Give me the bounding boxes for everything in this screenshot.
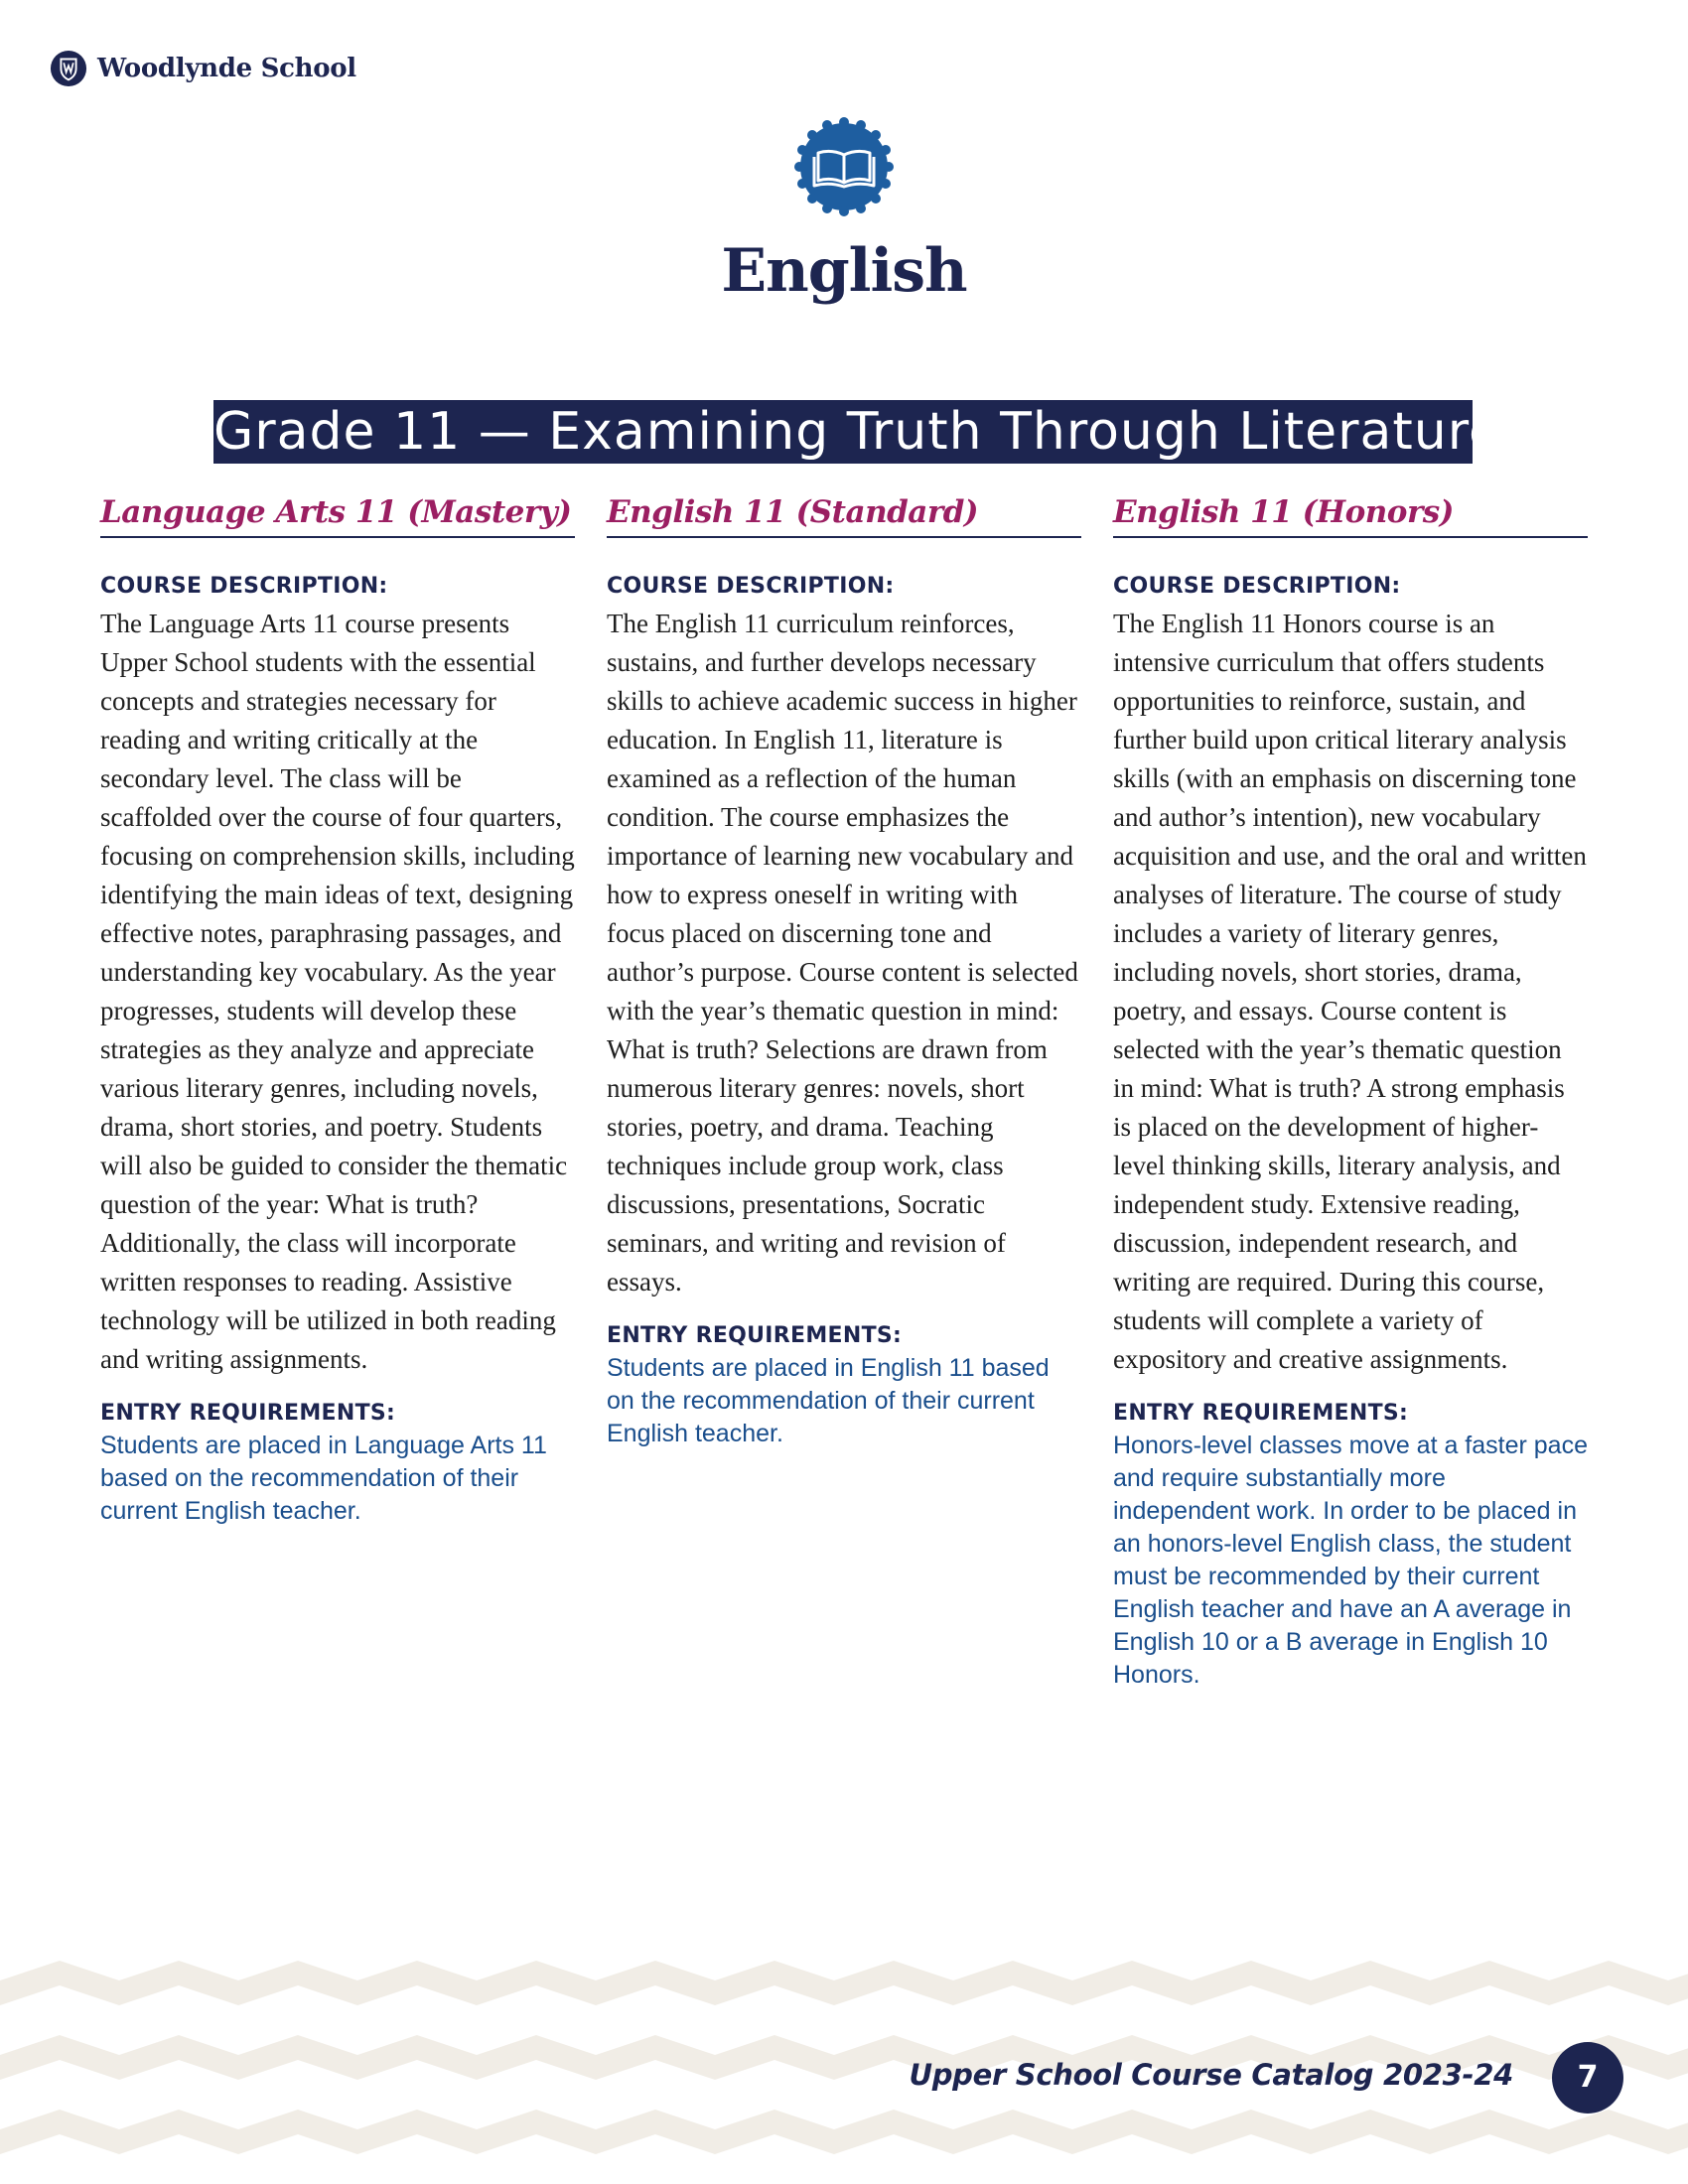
catalog-title: Upper School Course Catalog 2023-24: [909, 2058, 1513, 2092]
course-description-label: COURSE DESCRIPTION:: [100, 574, 388, 599]
course-description-label: COURSE DESCRIPTION:: [1113, 574, 1401, 599]
course-column-honors: [1113, 494, 1588, 1692]
page-number: 7: [1552, 2042, 1623, 2114]
course-column-standard: [607, 494, 1081, 1450]
entry-requirements: Students are placed in English 11 based on the recommendation of their current English teacher.: [607, 1354, 1050, 1447]
entry-requirements-label: ENTRY REQUIREMENTS:: [1113, 1401, 1409, 1426]
entry-requirements-label: ENTRY REQUIREMENTS:: [100, 1401, 396, 1426]
course-description: The English 11 Honors course is an intensive curriculum that offers students opportunities to reinforce, sustain, and further build upon critical literary analysis skills (with an emphasis on discerning tone and author’s intention), new vocabulary acquisition and use, and the oral and written analyses of literature. The course of study includes a variety of literary genres, including novels, short stories, drama, poetry, and essays. Course content is selected with the year’s thematic question in mind: What is truth? A strong emphasis is placed on the development of higher-level thinking skills, literary analysis, and independent study. Extensive reading, discussion, independent research, and writing are required. During this course, students will complete a variety of expository and creative assignments.: [1113, 609, 1587, 1374]
course-title: Language Arts 11 (Mastery): [100, 494, 575, 538]
entry-requirements: Students are placed in Language Arts 11 based on the recommendation of their current English teacher.: [100, 1432, 547, 1525]
page-title: English: [721, 236, 967, 306]
open-book-icon: [794, 117, 894, 216]
course-column-mastery: [100, 494, 575, 1528]
course-description-label: COURSE DESCRIPTION:: [607, 574, 895, 599]
school-logo: [50, 50, 356, 87]
course-description: The Language Arts 11 course presents Upper School students with the essential concepts and strategies necessary for reading and writing critically at the secondary level. The class will be scaffolded over the course of four quarters, focusing on comprehension skills, including identifying the main ideas of text, designing effective notes, paraphrasing passages, and understanding key vocabulary. As the year progresses, students will develop these strategies as they analyze and appreciate various literary genres, including novels, drama, short stories, and poetry. Students will also be guided to consider the thematic question of the year: What is truth? Additionally, the class will incorporate written responses to reading. Assistive technology will be utilized in both reading and writing assignments.: [100, 609, 575, 1374]
school-name: Woodlynde School: [97, 54, 356, 83]
course-title: English 11 (Honors): [1113, 494, 1588, 538]
course-title: English 11 (Standard): [607, 494, 1081, 538]
entry-requirements: Honors-level classes move at a faster pace and require substantially more independent work. In order to be placed in an honors-level English class, the student must be recommended by their current English teacher and have an A average in English 10 or a B average in English 10 Honors.: [1113, 1432, 1588, 1689]
entry-requirements-label: ENTRY REQUIREMENTS:: [607, 1323, 903, 1348]
course-description: The English 11 curriculum reinforces, sustains, and further develops necessary skills to achieve academic success in higher education. In English 11, literature is examined as a reflection of the human condition. The course emphasizes the importance of learning new vocabulary and how to express oneself in writing with focus placed on discerning tone and author’s purpose. Course content is selected with the year’s thematic question in mind: What is truth? Selections are drawn from numerous literary genres: novels, short stories, poetry, and drama. Teaching techniques include group work, class discussions, presentations, Socratic seminars, and writing and revision of essays.: [607, 609, 1078, 1297]
grade-banner: Grade 11 — Examining Truth Through Literature: [213, 402, 1501, 462]
shield-logo-icon: [50, 50, 87, 87]
